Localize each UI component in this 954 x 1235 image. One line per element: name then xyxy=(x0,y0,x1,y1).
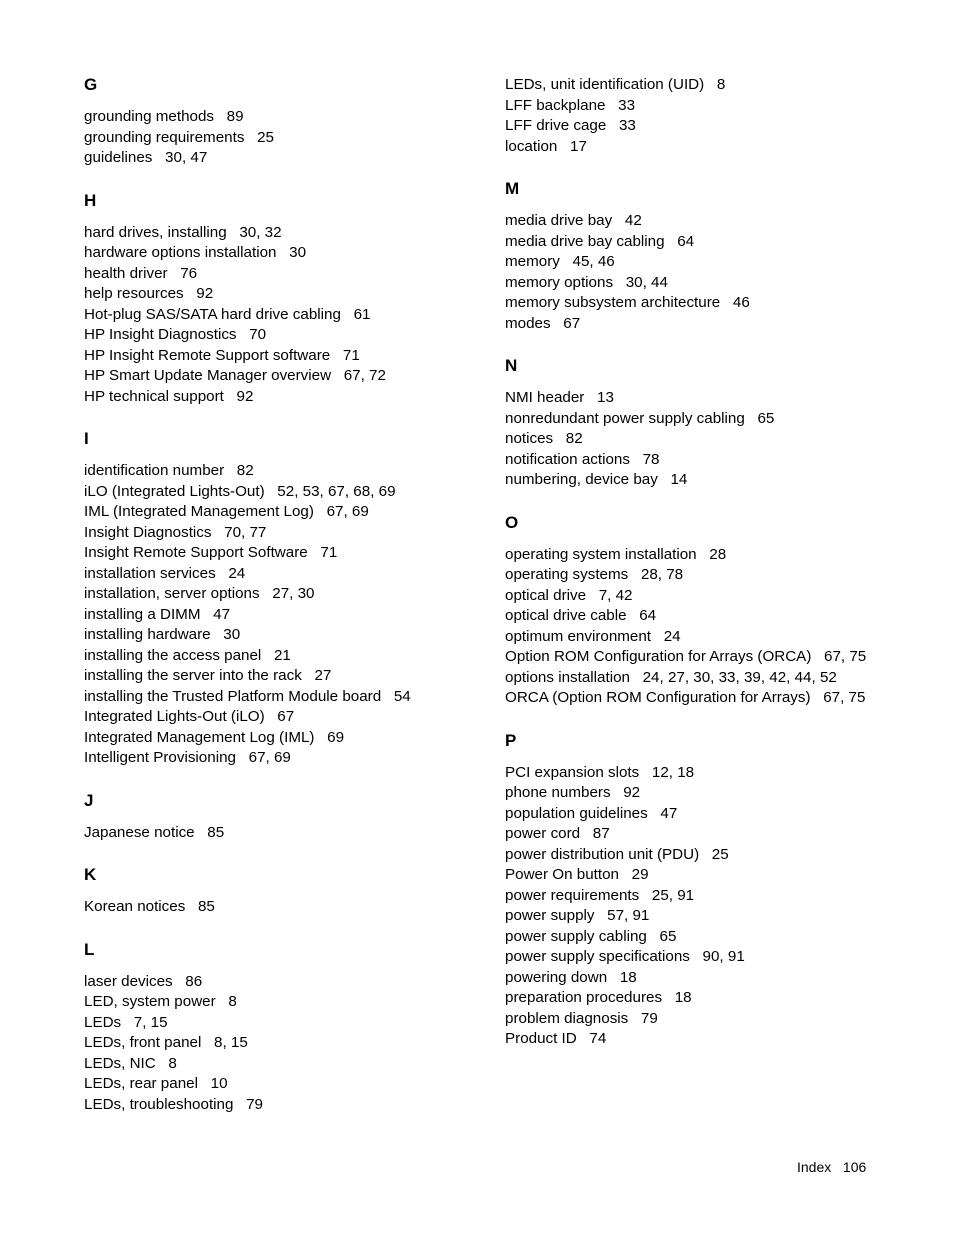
index-entry: memory 45, 46 xyxy=(505,253,615,270)
index-entry: optical drive 7, 42 xyxy=(505,586,633,604)
index-entry: Option ROM Configuration for Arrays (ORCA) 67, 75 xyxy=(505,648,867,665)
index-entry: Intelligent Provisioning 67, 69 xyxy=(84,749,291,766)
index-entry: LED, system power 8 xyxy=(84,993,237,1010)
index-section-k xyxy=(84,865,484,918)
index-section-continued xyxy=(505,75,885,157)
index-entry: powering down 18 xyxy=(505,968,637,986)
index-entry: laser devices 86 xyxy=(84,972,203,990)
index-entry: LFF backplane 33 xyxy=(505,96,636,114)
index-entry: power supply cabling 65 xyxy=(505,927,677,945)
index-entry: LFF drive cage 33 xyxy=(505,117,636,134)
index-entry: LEDs, rear panel 10 xyxy=(84,1075,228,1092)
index-column-left xyxy=(84,75,484,1137)
index-entry: operating systems 28, 78 xyxy=(505,566,684,583)
index-section-m xyxy=(505,179,885,334)
index-entry: Hot-plug SAS/SATA hard drive cabling 61 xyxy=(84,305,371,323)
index-entry: memory subsystem architecture 46 xyxy=(505,294,750,311)
index-section-h xyxy=(84,191,484,408)
index-entry: Integrated Management Log (IML) 69 xyxy=(84,728,345,746)
index-entry: memory options 30, 44 xyxy=(505,273,668,291)
index-entry: Insight Remote Support Software 71 xyxy=(84,544,338,561)
index-entry: hardware options installation 30 xyxy=(84,244,307,261)
index-entry: nonredundant power supply cabling 65 xyxy=(505,409,775,427)
index-entry: options installation 24, 27, 30, 33, 39, 42, 44, 52 xyxy=(505,668,837,686)
section-letter: M xyxy=(505,179,520,198)
index-entry: installing the Trusted Platform Module board 54 xyxy=(84,687,411,705)
index-entry: notices 82 xyxy=(505,430,583,447)
index-section-i xyxy=(84,429,484,769)
index-entry: phone numbers 92 xyxy=(505,784,641,801)
index-entry: guidelines 30, 47 xyxy=(84,149,208,166)
page-footer xyxy=(797,1158,866,1176)
index-entry: installation services 24 xyxy=(84,564,246,582)
section-letter: J xyxy=(84,790,94,810)
index-entry: optical drive cable 64 xyxy=(505,607,657,624)
index-entry: LEDs, front panel 8, 15 xyxy=(84,1034,248,1051)
index-entry: IML (Integrated Management Log) 67, 69 xyxy=(84,503,369,520)
index-entry: power requirements 25, 91 xyxy=(505,886,695,904)
index-entry: Japanese notice 85 xyxy=(84,823,225,841)
index-entry: media drive bay cabling 64 xyxy=(505,232,695,250)
index-entry: Korean notices 85 xyxy=(84,898,215,915)
index-entry: NMI header 13 xyxy=(505,389,614,406)
page-number: 106 xyxy=(842,1159,867,1175)
index-entry: Power On button 29 xyxy=(505,866,649,883)
index-entry: power cord 87 xyxy=(505,825,610,842)
footer-section-label: Index xyxy=(797,1159,832,1175)
index-entry: health driver 76 xyxy=(84,264,198,282)
index-entry: installing a DIMM 47 xyxy=(84,605,231,623)
index-entry: PCI expansion slots 12, 18 xyxy=(505,763,695,781)
index-section-l xyxy=(84,940,484,1116)
section-letter: L xyxy=(84,939,95,959)
index-entry: ORCA (Option ROM Configuration for Arrays) 67, 75 xyxy=(505,689,866,706)
index-entry: installation, server options 27, 30 xyxy=(84,585,315,602)
section-letter: H xyxy=(84,190,97,210)
index-entry: power distribution unit (PDU) 25 xyxy=(505,845,729,863)
index-entry: power supply specifications 90, 91 xyxy=(505,948,745,965)
index-entry: iLO (Integrated Lights-Out) 52, 53, 67, 68, 69 xyxy=(84,482,396,500)
index-section-n xyxy=(505,356,885,491)
index-entry: optimum environment 24 xyxy=(505,627,681,645)
index-entry: modes 67 xyxy=(505,314,581,332)
section-letter: G xyxy=(84,75,98,94)
section-letter: N xyxy=(505,356,518,375)
index-entry: location 17 xyxy=(505,137,587,155)
index-entry: installing hardware 30 xyxy=(84,626,241,643)
index-entry: media drive bay 42 xyxy=(505,212,642,229)
index-entry: population guidelines 47 xyxy=(505,804,678,822)
index-entry: Insight Diagnostics 70, 77 xyxy=(84,523,267,541)
section-letter: O xyxy=(505,512,519,532)
index-entry: Product ID 74 xyxy=(505,1030,607,1047)
section-letter: K xyxy=(84,865,97,884)
index-entry: notification actions 78 xyxy=(505,450,660,468)
index-entry: HP Insight Diagnostics 70 xyxy=(84,326,267,343)
index-entry: grounding methods 89 xyxy=(84,108,244,125)
index-section-o xyxy=(505,513,885,709)
index-section-p xyxy=(505,731,885,1050)
section-letter: I xyxy=(84,429,89,448)
index-entry: HP Smart Update Manager overview 67, 72 xyxy=(84,367,386,384)
index-entry: problem diagnosis 79 xyxy=(505,1009,658,1027)
index-entry: grounding requirements 25 xyxy=(84,128,274,146)
index-entry: power supply 57, 91 xyxy=(505,907,650,924)
index-entry: preparation procedures 18 xyxy=(505,989,692,1006)
index-entry: hard drives, installing 30, 32 xyxy=(84,223,282,241)
index-entry: identification number 82 xyxy=(84,462,254,479)
index-section-j xyxy=(84,791,484,844)
index-entry: LEDs, NIC 8 xyxy=(84,1054,177,1072)
index-entry: installing the server into the rack 27 xyxy=(84,667,332,684)
index-entry: operating system installation 28 xyxy=(505,545,727,563)
index-entry: HP Insight Remote Support software 71 xyxy=(84,346,360,364)
index-column-right xyxy=(505,75,885,1072)
index-entry: LEDs, unit identification (UID) 8 xyxy=(505,76,726,93)
index-entry: numbering, device bay 14 xyxy=(505,471,688,488)
index-entry: HP technical support 92 xyxy=(84,387,254,405)
index-entry: Integrated Lights-Out (iLO) 67 xyxy=(84,708,295,725)
index-entry: LEDs, troubleshooting 79 xyxy=(84,1095,263,1113)
section-letter: P xyxy=(505,730,517,750)
index-entry: LEDs 7, 15 xyxy=(84,1013,168,1031)
index-entry: help resources 92 xyxy=(84,285,214,302)
index-entry: installing the access panel 21 xyxy=(84,646,291,664)
index-section-g xyxy=(84,75,484,169)
